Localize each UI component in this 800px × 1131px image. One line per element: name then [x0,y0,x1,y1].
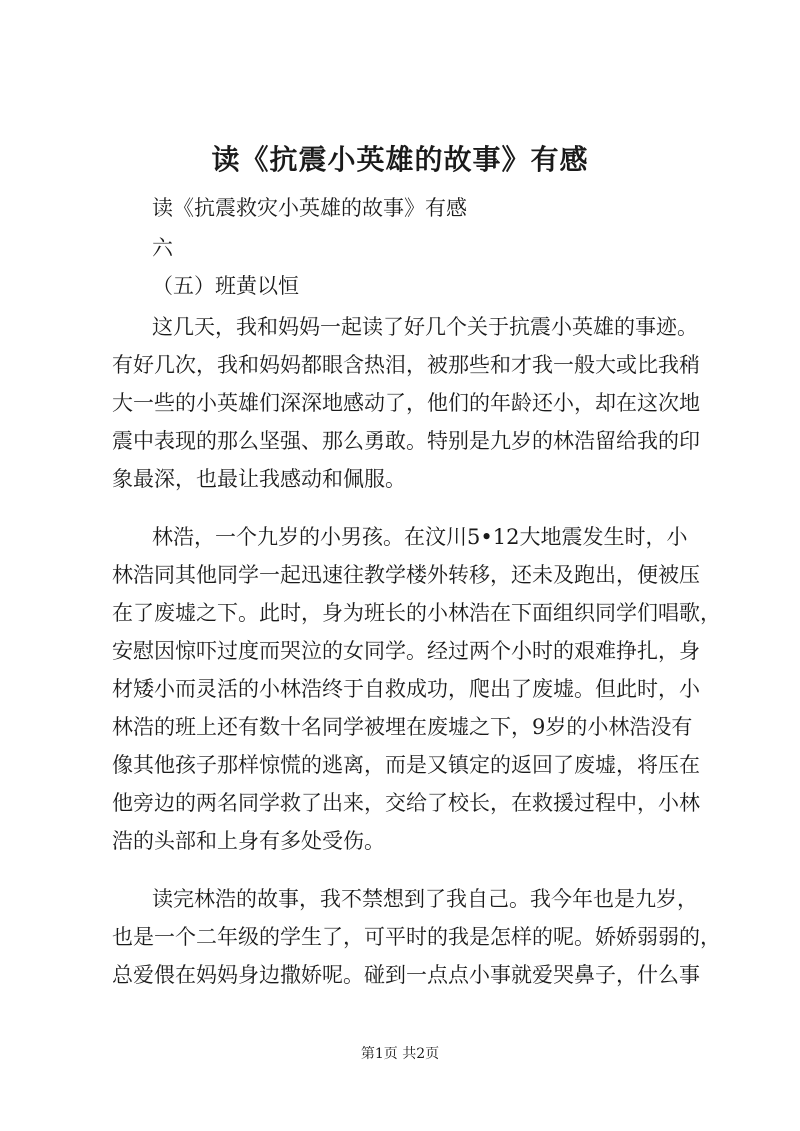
paragraph-2-line-7: 像其他孩子那样惊慌的逃离，而是又镇定的返回了废墟，将压在 [112,753,700,777]
paragraph-2-line-8: 他旁边的两名同学救了出来，交给了校长，在救援过程中，小林 [112,791,700,815]
paragraph-2-line-9: 浩的头部和上身有多处受伤。 [112,829,385,853]
grade-line: 六 [152,236,173,260]
subtitle-line: 读《抗震救灾小英雄的故事》有感 [152,196,467,220]
paragraph-2-line-4: 安慰因惊吓过度而哭泣的女同学。经过两个小时的艰难挣扎，身 [112,639,700,663]
paragraph-2-line-6: 林浩的班上还有数十名同学被埋在废墟之下，9岁的小林浩没有 [112,715,693,739]
paragraph-2-line-2: 林浩同其他同学一起迅速往教学楼外转移，还未及跑出，便被压 [112,563,700,587]
paragraph-1-line-3: 大一些的小英雄们深深地感动了，他们的年龄还小，却在这次地 [112,391,700,415]
paragraph-2-line-1: 林浩，一个九岁的小男孩。在汶川5•12大地震发生时，小 [152,525,688,549]
paragraph-2-line-3: 在了废墟之下。此时，身为班长的小林浩在下面组织同学们唱歌， [112,601,721,625]
author-line: （五）班黄以恒 [152,274,299,298]
document-title: 读《抗震小英雄的故事》有感 [211,143,589,176]
paragraph-2-line-5: 材矮小而灵活的小林浩终于自救成功，爬出了废墟。但此时，小 [112,677,700,701]
page-footer: 第1页 共2页 [360,1046,440,1062]
paragraph-1-line-5: 象最深，也最让我感动和佩服。 [112,467,406,491]
paragraph-1-line-4: 震中表现的那么坚强、那么勇敢。特别是九岁的林浩留给我的印 [112,429,700,453]
paragraph-3-line-1: 读完林浩的故事，我不禁想到了我自己。我今年也是九岁， [152,887,698,911]
paragraph-3-line-2: 也是一个二年级的学生了，可平时的我是怎样的呢。娇娇弱弱的， [112,925,721,949]
paragraph-1-line-1: 这几天，我和妈妈一起读了好几个关于抗震小英雄的事迹。 [152,315,698,339]
paragraph-1-line-2: 有好几次，我和妈妈都眼含热泪，被那些和才我一般大或比我稍 [112,353,700,377]
paragraph-3-line-3: 总爱偎在妈妈身边撒娇呢。碰到一点点小事就爱哭鼻子，什么事 [112,963,700,987]
